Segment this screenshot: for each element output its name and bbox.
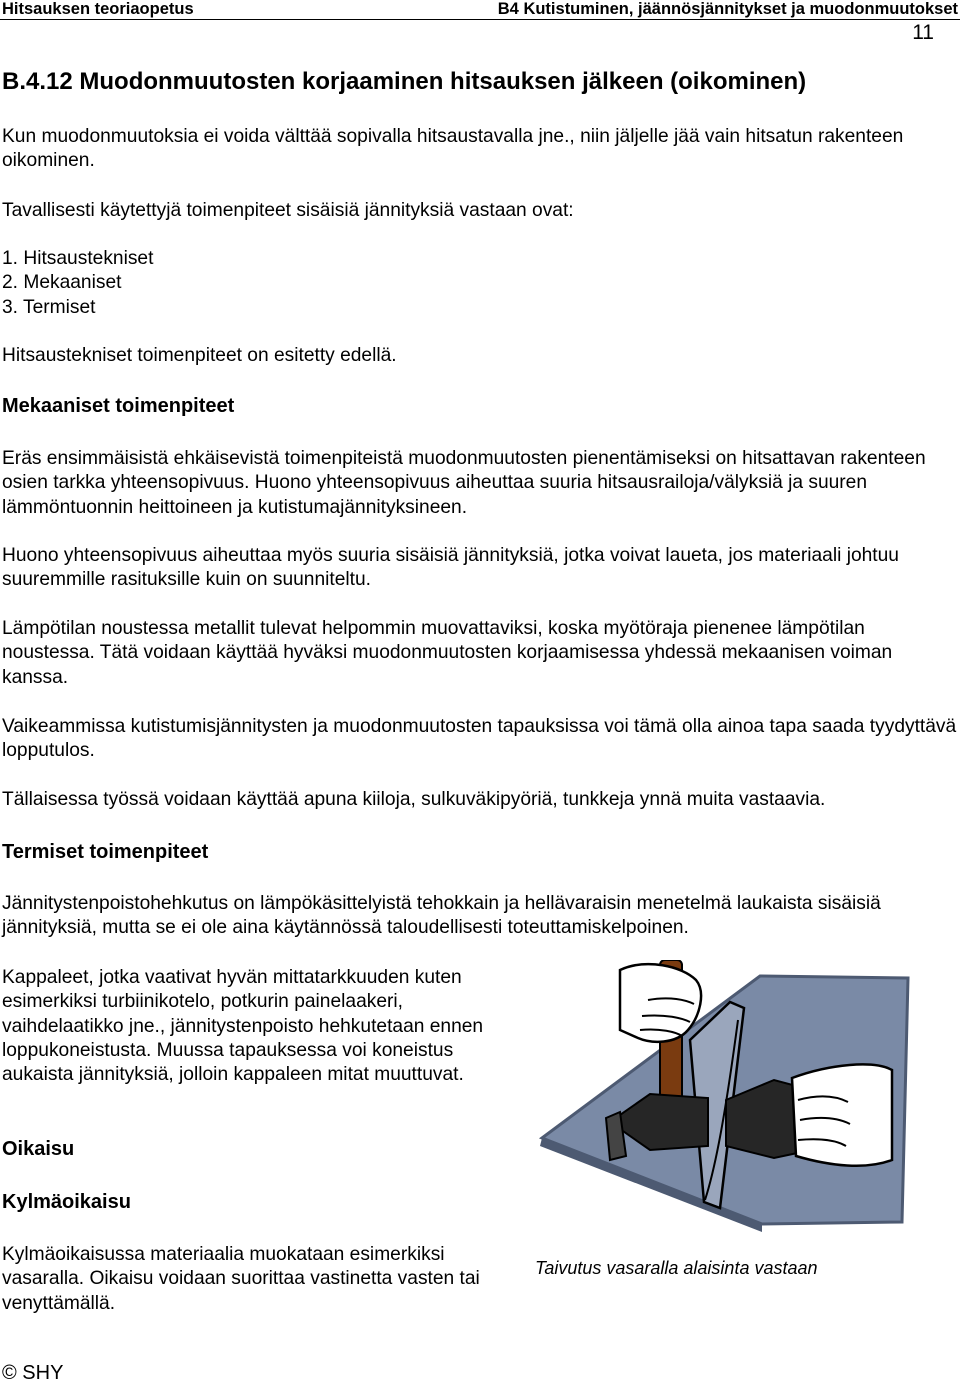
hammer-bending-illustration: [530, 960, 930, 1240]
mechanical-paragraph: Tällaisessa työssä voidaan käyttää apuna kiiloja, sulkuväkipyöriä, tunkkeja ynnä muita vastaavia.: [2, 789, 826, 810]
mechanical-paragraph: Vaikeammissa kutistumisjännitysten ja muodonmuutosten tapauksissa voi tämä olla ainoa tapa saada tyydyttävä lopputulos.: [2, 716, 957, 762]
methods-item: 3. Termiset: [2, 297, 96, 318]
footer-copyright: © SHY: [2, 1362, 64, 1384]
oikaisu-heading: Oikaisu: [2, 1138, 75, 1160]
intro-paragraph: Kun muodonmuutoksia ei voida välttää sopivalla hitsaustavalla jne., niin jäljelle jää vain hitsatun rakenteen oikominen.: [2, 126, 904, 172]
mechanical-paragraph: Eräs ensimmäisistä ehkäisevistä toimenpiteistä muodonmuutosten pienentämiseksi on hitsattavan rakenteen osien tarkka yhteensopivuus. Huono yhteensopivuus aiheuttaa suuria hitsausrailoja/välyksiä ja suuren lämmöntuonnin heittoineen ja kutistumajännityksineen.: [2, 448, 926, 518]
header-rule: [0, 19, 960, 20]
hand-right: [792, 1064, 892, 1165]
methods-intro: Tavallisesti käytettyjä toimenpiteet sisäisiä jännityksiä vastaan ovat:: [2, 200, 574, 221]
header-left-title: Hitsauksen teoriaopetus: [2, 0, 194, 18]
thermal-paragraph: Kappaleet, jotka vaativat hyvän mittatarkkuuden kuten esimerkiksi turbiinikotelo, potkurin painelaakeri, vaihdelaatikko jne., jännitystenpoisto hehkutetaan ennen loppukoneistusta. Muussa tapauksessa voi koneistus aukaista jännityksiä, jolloin kappaleen mitat muuttuvat.: [2, 967, 484, 1086]
methods-item: 2. Mekaaniset: [2, 272, 122, 293]
mechanical-paragraph: Lämpötilan noustessa metallit tulevat helpommin muovattaviksi, koska myötöraja pienenee lämpötilan noustessa. Tätä voidaan käyttää hyväksi muodonmuutosten korjaamisessa yhdessä mekaanisen voiman kanssa.: [2, 618, 893, 688]
methods-item: 1. Hitsaustekniset: [2, 248, 154, 269]
kylmaoikaisu-heading: Kylmäoikaisu: [2, 1191, 131, 1213]
section-title: B.4.12 Muodonmuutosten korjaaminen hitsauksen jälkeen (oikominen): [2, 68, 807, 95]
weld-note: Hitsaustekniset toimenpiteet on esitetty edellä.: [2, 345, 397, 366]
page-number: 11: [912, 21, 934, 44]
figure-caption: Taivutus vasaralla alaisinta vastaan: [535, 1258, 818, 1278]
thermal-heading: Termiset toimenpiteet: [2, 841, 209, 863]
kylmaoikaisu-paragraph: Kylmäoikaisussa materiaalia muokataan esimerkiksi vasaralla. Oikaisu voidaan suorittaa vastinetta vasten tai venyttämällä.: [2, 1244, 480, 1314]
mechanical-heading: Mekaaniset toimenpiteet: [2, 395, 235, 417]
mechanical-paragraph: Huono yhteensopivuus aiheuttaa myös suuria sisäisiä jännityksiä, jotka voivat laueta, jos materiaali johtuu suuremmille rasituksille kuin on suunniteltu.: [2, 545, 899, 591]
header-right-title: B4 Kutistuminen, jäännösjännitykset ja muodonmuutokset: [497, 0, 958, 18]
thermal-paragraph: Jännitystenpoistohehkutus on lämpökäsittelyistä tehokkain ja hellävaraisin menetelmä laukaista sisäisiä jännityksiä, mutta se ei ole aina käytännössä taloudellisesti toteuttamiskelpoinen.: [2, 893, 881, 939]
